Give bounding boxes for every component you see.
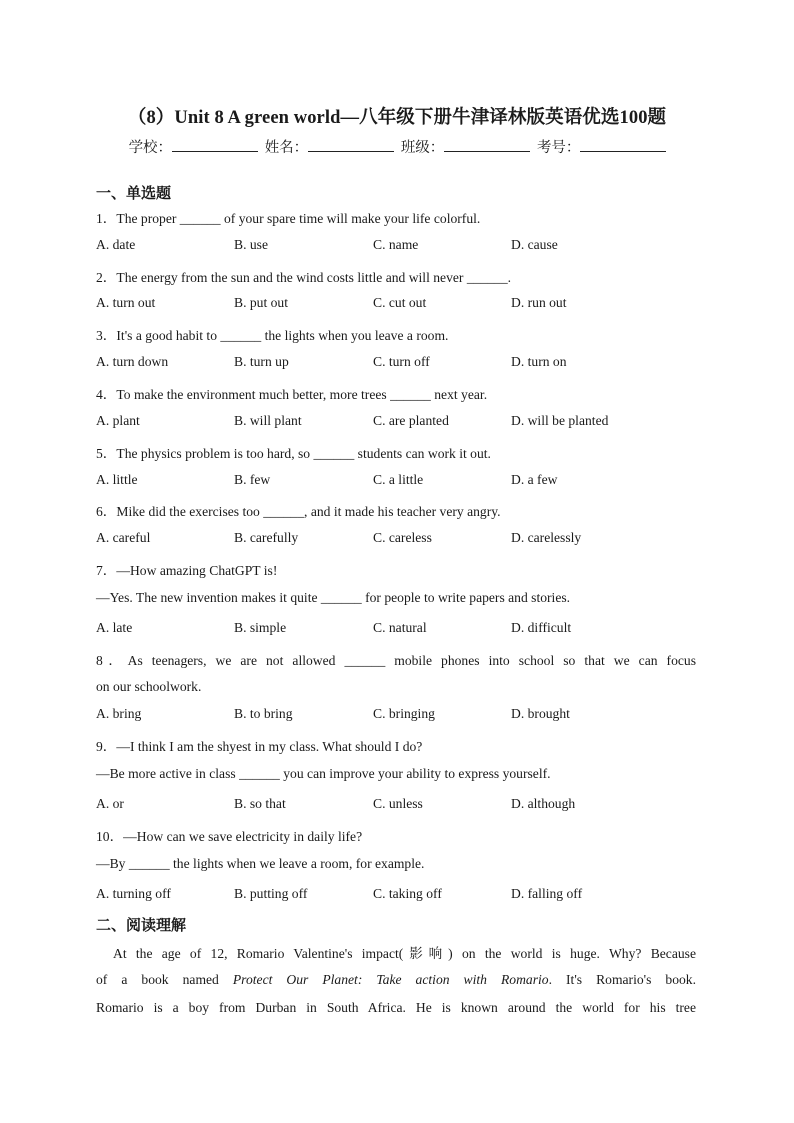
option-d[interactable]: D. carelessly (511, 530, 582, 545)
option-d[interactable]: D. run out (511, 295, 567, 310)
option-c[interactable]: C. careless (373, 530, 432, 545)
option-a[interactable]: A. turn out (96, 295, 156, 310)
option-a[interactable]: A. turning off (96, 886, 171, 901)
question-stem-continued: —Be more active in class ______ you can improve your ability to express yourself. (96, 766, 551, 781)
option-b[interactable]: B. turn up (234, 354, 289, 369)
question-stem: 3．It's a good habit to ______ the lights when you leave a room. (96, 328, 449, 343)
school-blank[interactable] (172, 139, 258, 152)
question-stem: 5．The physics problem is too hard, so ______ students can work it out. (96, 446, 491, 461)
option-b[interactable]: B. few (234, 472, 271, 487)
option-c[interactable]: C. are planted (373, 413, 449, 428)
passage-line (96, 972, 696, 988)
passage-line: At the age of 12, Romario Valentine's impact(影响) on the world is huge. Why? Because (113, 946, 696, 961)
question-stem-continued: on our schoolwork. (96, 679, 202, 694)
option-a[interactable]: A. date (96, 237, 136, 252)
question-stem-continued: —By ______ the lights when we leave a room, for example. (96, 856, 425, 871)
page-title: （8）Unit 8 A green world—八年级下册牛津译林版英语优选100题 (127, 108, 667, 128)
option-d[interactable]: D. difficult (511, 620, 572, 635)
name-blank[interactable] (308, 139, 394, 152)
option-a[interactable]: A. or (96, 796, 124, 811)
option-c[interactable]: C. unless (373, 796, 423, 811)
question-stem: 2．The energy from the sun and the wind costs little and will never ______. (96, 270, 512, 285)
option-b[interactable]: B. simple (234, 620, 287, 635)
student-info-row (0, 136, 794, 157)
option-c[interactable]: C. name (373, 237, 419, 252)
section-heading-reading: 二、阅读理解 (96, 918, 187, 934)
option-b[interactable]: B. use (234, 237, 268, 252)
question-stem: 8．As teenagers, we are not allowed ______ mobile phones into school so that we can focus (96, 653, 696, 668)
option-b[interactable]: B. so that (234, 796, 286, 811)
option-c[interactable]: C. turn off (373, 354, 430, 369)
option-d[interactable]: D. turn on (511, 354, 567, 369)
option-d[interactable]: D. although (511, 796, 576, 811)
question-stem: 6．Mike did the exercises too ______, and it made his teacher very angry. (96, 504, 501, 519)
option-a[interactable]: A. turn down (96, 354, 169, 369)
section-heading-single-choice: 一、单选题 (96, 186, 172, 202)
exam-number-blank[interactable] (580, 139, 666, 152)
option-c[interactable]: C. cut out (373, 295, 427, 310)
option-b[interactable]: B. will plant (234, 413, 302, 428)
school-label: 学校： (128, 140, 173, 156)
question-stem: 9．—I think I am the shyest in my class. What should I do? (96, 739, 423, 754)
question-stem: 10．—How can we save electricity in daily life? (96, 829, 363, 844)
option-b[interactable]: B. to bring (234, 706, 293, 721)
option-c[interactable]: C. taking off (373, 886, 442, 901)
option-a[interactable]: A. bring (96, 706, 142, 721)
passage-line: Romario is a boy from Durban in South Africa. He is known around the world for his tree (96, 1000, 696, 1015)
name-label: 姓名： (264, 140, 309, 156)
option-a[interactable]: A. plant (96, 413, 140, 428)
option-b[interactable]: B. put out (234, 295, 289, 310)
option-d[interactable]: D. will be planted (511, 413, 609, 428)
passage-text: of a book named (96, 972, 233, 987)
option-b[interactable]: B. carefully (234, 530, 299, 545)
option-c[interactable]: C. natural (373, 620, 427, 635)
option-a[interactable]: A. late (96, 620, 133, 635)
exam-number-label: 考号： (536, 140, 581, 156)
option-a[interactable]: A. careful (96, 530, 151, 545)
book-title: Protect Our Planet: Take action with Romario (232, 972, 549, 987)
option-d[interactable]: D. cause (511, 237, 558, 252)
question-stem: 7．—How amazing ChatGPT is! (96, 563, 278, 578)
passage-text: . It's Romario's book. (548, 972, 696, 987)
option-d[interactable]: D. brought (511, 706, 570, 721)
option-c[interactable]: C. a little (373, 472, 424, 487)
question-stem: 1．The proper ______ of your spare time will make your life colorful. (96, 211, 481, 226)
option-d[interactable]: D. a few (511, 472, 558, 487)
question-stem: 4．To make the environment much better, more trees ______ next year. (96, 387, 488, 402)
option-b[interactable]: B. putting off (234, 886, 308, 901)
option-c[interactable]: C. bringing (373, 706, 435, 721)
option-d[interactable]: D. falling off (511, 886, 583, 901)
option-a[interactable]: A. little (96, 472, 138, 487)
question-stem-continued: —Yes. The new invention makes it quite ______ for people to write papers and stories. (96, 590, 571, 605)
class-blank[interactable] (444, 139, 530, 152)
class-label: 班级： (400, 140, 445, 156)
